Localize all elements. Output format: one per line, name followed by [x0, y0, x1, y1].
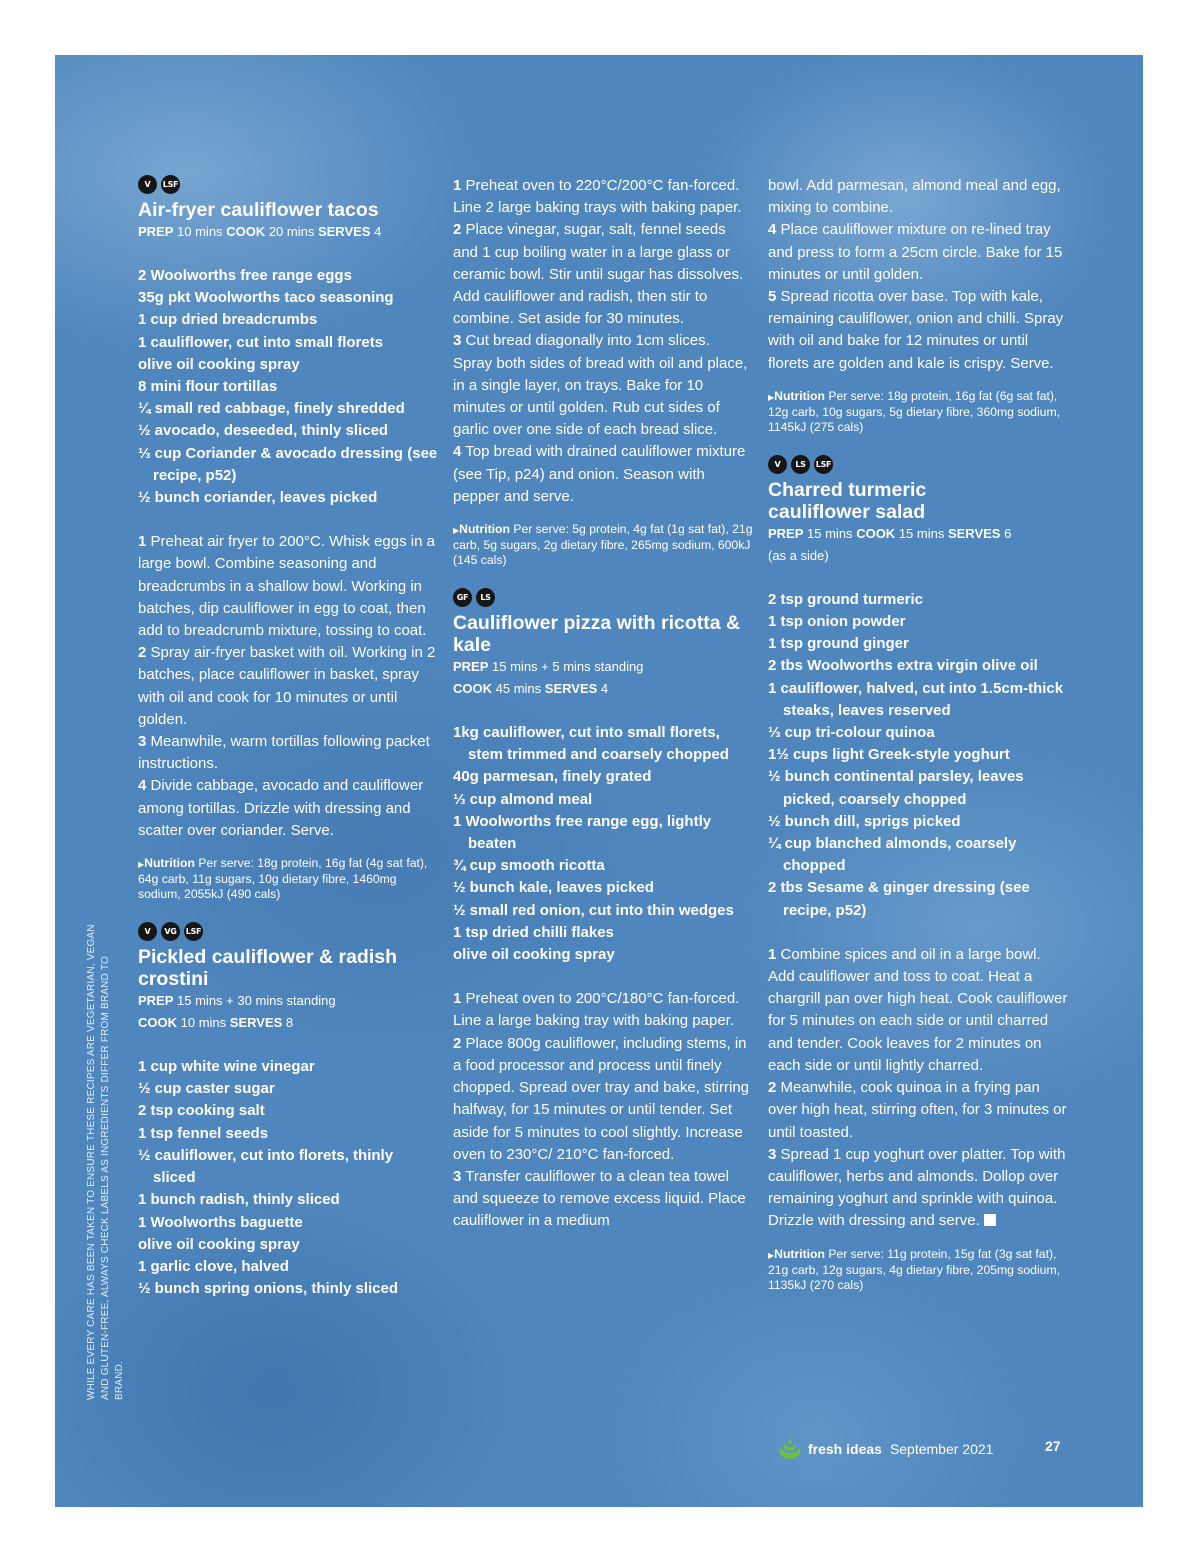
- column-2: [453, 175, 753, 1233]
- ingredient: olive oil cooking spray: [138, 1235, 300, 1253]
- ingredient: 1½ cups light Greek-style yoghurt: [768, 746, 1010, 764]
- vegan-badge: VG: [161, 922, 180, 941]
- ingredient: ½ avocado, deseeded, thinly sliced: [138, 422, 389, 440]
- method-step: 4 Place cauliflower mixture on re-lined tray and press to form a 25cm circle. Bake for 15 minutes or until golden.: [768, 221, 1063, 283]
- ingredient: 1 tsp onion powder: [768, 613, 906, 631]
- method-steps: [768, 944, 1068, 1233]
- column-3: [768, 175, 1068, 1293]
- ingredient: ½ bunch spring onions, thinly sliced: [138, 1280, 399, 1298]
- page-number: 27: [1045, 1438, 1061, 1454]
- ingredient: 2 tsp ground turmeric: [768, 590, 924, 608]
- ingredient: ⅓ cup tri-colour quinoa: [768, 724, 935, 742]
- method-step-continued: bowl. Add parmesan, almond meal and egg, mixing to combine.: [768, 177, 1061, 217]
- end-square-icon: [984, 1214, 996, 1226]
- diet-badges: [138, 175, 438, 195]
- ingredient: ½ small red onion, cut into thin wedges: [453, 901, 734, 919]
- ingredient: olive oil cooking spray: [138, 355, 300, 373]
- nutrition-info: ▶Nutrition Per serve: 18g protein, 16g fat (6g sat fat), 12g carb, 10g sugars, 5g dietary fibre, 360mg sodium, 1145kJ (275 cals): [768, 388, 1060, 434]
- ingredient: 2 tbs Woolworths extra virgin olive oil: [768, 657, 1038, 675]
- recipe-meta: PREP 15 mins + 30 mins standing: [138, 993, 336, 1009]
- ingredient: ⅓ cup Coriander & avocado dressing (see recipe, p52): [138, 444, 438, 484]
- triangle-icon: ▶: [138, 860, 145, 870]
- diet-badges: [768, 455, 1068, 475]
- recipe-title: Charred turmeric cauliflower salad: [768, 478, 927, 523]
- ingredient: 1 cup dried breadcrumbs: [138, 311, 318, 329]
- ingredient: 1 cauliflower, cut into small florets: [138, 333, 384, 351]
- ingredient: ½ bunch coriander, leaves picked: [138, 489, 378, 507]
- method-step: 1 Preheat oven to 200°C/180°C fan-forced. Line a large baking tray with baking paper.: [453, 990, 740, 1030]
- method-step: 5 Spread ricotta over base. Top with kale, remaining cauliflower, onion and chilli. Spray with oil and bake for 12 minutes or until florets are golden and kale is crispy. Serve.: [768, 288, 1064, 372]
- method-step: 1 Combine spices and oil in a large bowl. Add cauliflower and toss to coat. Heat a chargrill pan over high heat. Cook cauliflower for 5 minutes on each side or until charred and tender. Cook leaves for 2 minutes on each side or until lightly charred.: [768, 945, 1068, 1074]
- page-footer: [777, 1438, 993, 1460]
- lsf-badge: LSF: [184, 922, 203, 941]
- recipe-title: Cauliflower pizza with ricotta & kale: [453, 612, 741, 657]
- vegetarian-badge: V: [138, 175, 157, 194]
- ingredient: 2 Woolworths free range eggs: [138, 267, 352, 284]
- ingredients-list: [138, 1056, 438, 1300]
- ingredient: 1 tsp ground ginger: [768, 635, 909, 653]
- method-steps: [453, 988, 753, 1232]
- method-step: 2 Place 800g cauliflower, including stems, in a food processor and process until finely chopped. Spread over tray and bake, stirring halfway, for 15 minutes or until tender. Set aside for 5 minutes to cool slightly. Increase oven to 230°C/ 210°C fan-forced.: [453, 1034, 750, 1163]
- ingredient: 8 mini flour tortillas: [138, 378, 278, 396]
- triangle-icon: ▶: [768, 1250, 775, 1260]
- method-step: 3 Transfer cauliflower to a clean tea towel and squeeze to remove excess liquid. Place cauliflower in a medium: [453, 1167, 746, 1230]
- triangle-icon: ▶: [453, 526, 460, 536]
- recipe-meta: COOK 45 mins SERVES 4: [453, 681, 609, 697]
- recipe-meta-note: (as a side): [768, 547, 829, 563]
- method-steps: [138, 531, 438, 842]
- lsf-badge: LSF: [161, 175, 180, 194]
- ingredient: ½ bunch kale, leaves picked: [453, 879, 654, 897]
- recipe-title: Pickled cauliflower & radish crostini: [138, 946, 398, 991]
- ingredient: 1 garlic clove, halved: [138, 1257, 289, 1275]
- diet-badges: [453, 588, 753, 608]
- method-step: 3 Spread 1 cup yoghurt over platter. Top with cauliflower, herbs and almonds. Dollop over remaining yoghurt and sprinkle with quinoa. Drizzle with dressing and serve.: [768, 1145, 1066, 1230]
- ingredient: ½ bunch continental parsley, leaves picked, coarsely chopped: [768, 768, 1024, 808]
- ingredient: 2 tsp cooking salt: [138, 1102, 265, 1120]
- recipe-meta: PREP 10 mins COOK 20 mins SERVES 4: [138, 224, 382, 239]
- method-step: 3 Cut bread diagonally into 1cm slices. Spray both sides of bread with oil and place, in a single layer, on trays. Bake for 10 minutes or until golden. Rub cut sides of garlic over one side of each bread slice.: [453, 332, 748, 439]
- method-step: 1 Preheat oven to 220°C/200°C fan-forced. Line 2 large baking trays with baking paper.: [453, 177, 742, 217]
- ingredient: 1 tsp fennel seeds: [138, 1124, 269, 1142]
- recipe-page: [55, 55, 1143, 1507]
- ls-badge: LS: [791, 455, 810, 474]
- ingredient: 1kg cauliflower, cut into small florets, stem trimmed and coarsely chopped: [453, 724, 729, 764]
- disclaimer-note: WHILE EVERY CARE HAS BEEN TAKEN TO ENSURE THESE RECIPES ARE VEGETARIAN, VEGAN AND GLUTEN-FREE, ALWAYS CHECK LABELS AS INGREDIENTS DIFFER FROM BRAND TO BRAND.: [86, 924, 125, 1400]
- ingredient: ¼ small red cabbage, finely shredded: [138, 400, 405, 418]
- recipe-meta: PREP 15 mins COOK 15 mins SERVES 6: [768, 525, 1012, 541]
- ingredient: 1 Woolworths free range egg, lightly beaten: [453, 812, 712, 853]
- ingredient: 1 Woolworths baguette: [138, 1213, 303, 1231]
- ingredient: 35g pkt Woolworths taco seasoning: [138, 289, 394, 307]
- lsf-badge: LSF: [814, 455, 833, 474]
- issue-date: September 2021: [889, 1441, 994, 1457]
- ingredient: olive oil cooking spray: [453, 946, 615, 964]
- recipe-meta: COOK 10 mins SERVES 8: [138, 1015, 294, 1031]
- method-step: 3 Meanwhile, warm tortillas following packet instructions.: [138, 733, 430, 773]
- ingredients-list: [453, 722, 753, 966]
- ingredient: 1 bunch radish, thinly sliced: [138, 1191, 340, 1209]
- method-step: 2 Meanwhile, cook quinoa in a frying pan over high heat, stirring often, for 3 minutes or until toasted.: [768, 1079, 1067, 1141]
- ingredient: 40g parmesan, finely grated: [453, 768, 652, 786]
- ingredient: 2 tbs Sesame & ginger dressing (see recipe, p52): [768, 879, 1030, 919]
- magazine-name: fresh ideas: [808, 1441, 882, 1457]
- method-step: 2 Spray air-fryer basket with oil. Working in 2 batches, place cauliflower in basket, spray with oil and cook for 10 minutes or until golden.: [138, 644, 436, 728]
- ingredients-list: [768, 589, 1068, 922]
- column-1: [138, 175, 438, 1300]
- ingredient: ½ cauliflower, cut into florets, thinly sliced: [138, 1146, 394, 1187]
- gluten-free-badge: GF: [453, 588, 472, 607]
- ingredient: ½ bunch dill, sprigs picked: [768, 812, 961, 830]
- ingredient: 1 tsp dried chilli flakes: [453, 923, 614, 941]
- recipe-meta: PREP 15 mins + 5 mins standing: [453, 659, 644, 675]
- method-step: 1 Preheat air fryer to 200°C. Whisk eggs in a large bowl. Combine seasoning and breadcrumbs in a shallow bowl. Working in batches, dip cauliflower in egg to coat, then add to breadcrumb mixture, tossing to coat.: [138, 533, 435, 640]
- ls-badge: LS: [476, 588, 495, 607]
- ingredient: ¾ cup smooth ricotta: [453, 857, 605, 875]
- method-step: 2 Place vinegar, sugar, salt, fennel seeds and 1 cup boiling water in a large glass or ceramic bowl. Stir until sugar has dissolves. Add cauliflower and radish, then stir to combine. Set aside for 30 minutes.: [453, 221, 744, 328]
- ingredient: ½ cup caster sugar: [138, 1080, 275, 1098]
- vegetarian-badge: V: [768, 455, 787, 474]
- triangle-icon: ▶: [768, 392, 775, 402]
- diet-badges: [138, 922, 438, 942]
- woolworths-logo-icon: [777, 1438, 803, 1460]
- ingredient: 1 cup white wine vinegar: [138, 1058, 315, 1076]
- nutrition-info: ▶Nutrition Per serve: 5g protein, 4g fat (1g sat fat), 21g carb, 5g sugars, 2g dietary fibre, 265mg sodium, 600kJ (145 cals): [453, 522, 753, 568]
- nutrition-info: ▶Nutrition Per serve: 11g protein, 15g fat (3g sat fat), 21g carb, 12g sugars, 4g dietary fibre, 205mg sodium, 1135kJ (270 cals): [768, 1246, 1060, 1292]
- ingredient: ¼ cup blanched almonds, coarsely chopped: [768, 835, 1017, 875]
- method-steps: [768, 175, 1068, 375]
- ingredients-list: [138, 265, 438, 509]
- recipe-title: Air-fryer cauliflower tacos: [138, 199, 379, 221]
- nutrition-info: ▶Nutrition Per serve: 18g protein, 16g fat (4g sat fat), 64g carb, 11g sugars, 10g dietary fibre, 1460mg sodium, 2055kJ (490 cals): [138, 856, 428, 902]
- ingredient: ⅓ cup almond meal: [453, 790, 593, 808]
- method-step: 4 Top bread with drained cauliflower mixture (see Tip, p24) and onion. Season with pepper and serve.: [453, 443, 746, 505]
- ingredient: 1 cauliflower, halved, cut into 1.5cm-thick steaks, leaves reserved: [768, 679, 1064, 719]
- method-step: 4 Divide cabbage, avocado and cauliflower among tortillas. Drizzle with dressing and scatter over coriander. Serve.: [138, 777, 424, 839]
- method-steps: [453, 175, 753, 508]
- vegetarian-badge: V: [138, 922, 157, 941]
